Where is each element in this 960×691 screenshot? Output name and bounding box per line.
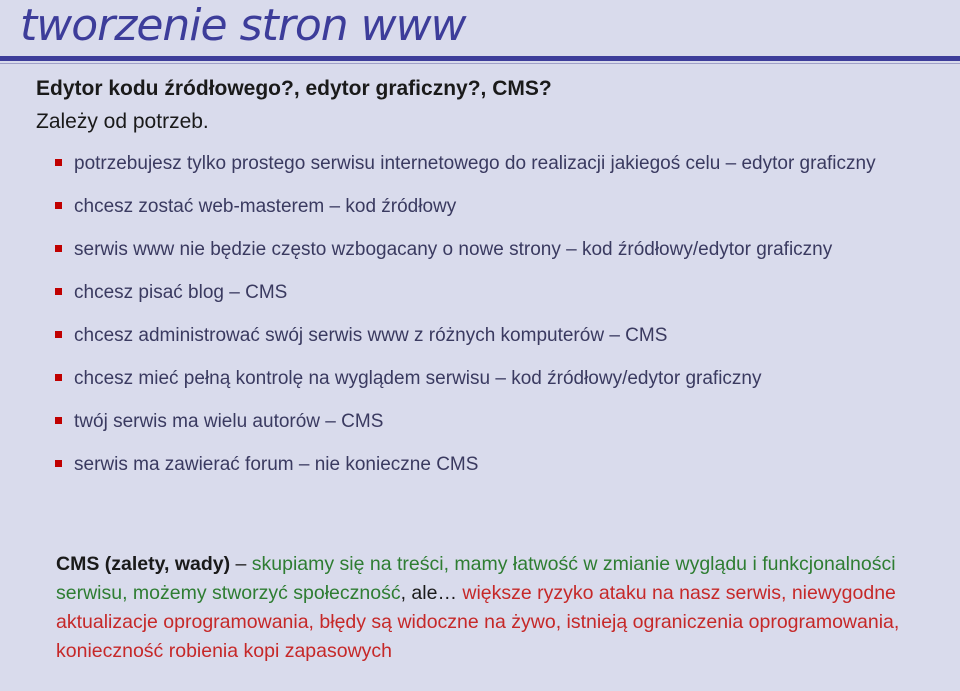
list-item-text: chcesz pisać blog – CMS (74, 282, 288, 303)
cms-summary-label: CMS (zalety, wady) (56, 553, 231, 575)
list-item (0, 236, 930, 264)
bullet-list (0, 150, 930, 494)
list-item-text: potrzebujesz tylko prostego serwisu internetowego do realizacji jakiegoś celu – edytor graficzny (74, 153, 876, 174)
square-bullet-icon (55, 417, 62, 424)
square-bullet-icon (55, 288, 62, 295)
list-item (0, 451, 930, 479)
list-item-text: twój serwis ma wielu autorów – CMS (74, 411, 384, 432)
square-bullet-icon (55, 245, 62, 252)
list-item-text: chcesz zostać web-masterem – kod źródłowy (74, 196, 457, 217)
square-bullet-icon (55, 331, 62, 338)
list-item-text: chcesz administrować swój serwis www z różnych komputerów – CMS (74, 325, 668, 346)
cms-cons-text: większe ryzyko ataku na nasz serwis, niewygodne aktualizacje oprogramowania, błędy są widoczne na żywo, istnieją ograniczenia oprogramowania, konieczność robienia kopi zapasowych (56, 582, 900, 662)
but-separator: , ale… (400, 582, 463, 604)
list-item-text: serwis ma zawierać forum – nie konieczne CMS (74, 454, 479, 475)
list-item (0, 150, 930, 178)
question-heading: Edytor kodu źródłowego?, edytor graficzny?, CMS? (36, 77, 552, 100)
list-item (0, 193, 930, 221)
answer-subheading: Zależy od potrzeb. (36, 110, 209, 133)
square-bullet-icon (55, 159, 62, 166)
dash-separator: – (230, 553, 252, 575)
list-item (0, 279, 930, 307)
list-item (0, 408, 930, 436)
cms-pros-text: skupiamy się na treści, mamy łatwość w zmianie wyglądu i funkcjonalności serwisu, możemy stworzyć społeczność (56, 553, 896, 604)
square-bullet-icon (55, 460, 62, 467)
cms-summary (56, 550, 936, 666)
title-divider (0, 56, 960, 61)
square-bullet-icon (55, 202, 62, 209)
list-item (0, 322, 930, 350)
square-bullet-icon (55, 374, 62, 381)
title-divider-thin (0, 63, 960, 64)
list-item-text: serwis www nie będzie często wzbogacany o nowe strony – kod źródłowy/edytor graficzny (74, 239, 833, 260)
list-item (0, 365, 930, 393)
slide-title: tworzenie stron www (20, 0, 466, 51)
list-item-text: chcesz mieć pełną kontrolę na wyglądem serwisu – kod źródłowy/edytor graficzny (74, 368, 762, 389)
